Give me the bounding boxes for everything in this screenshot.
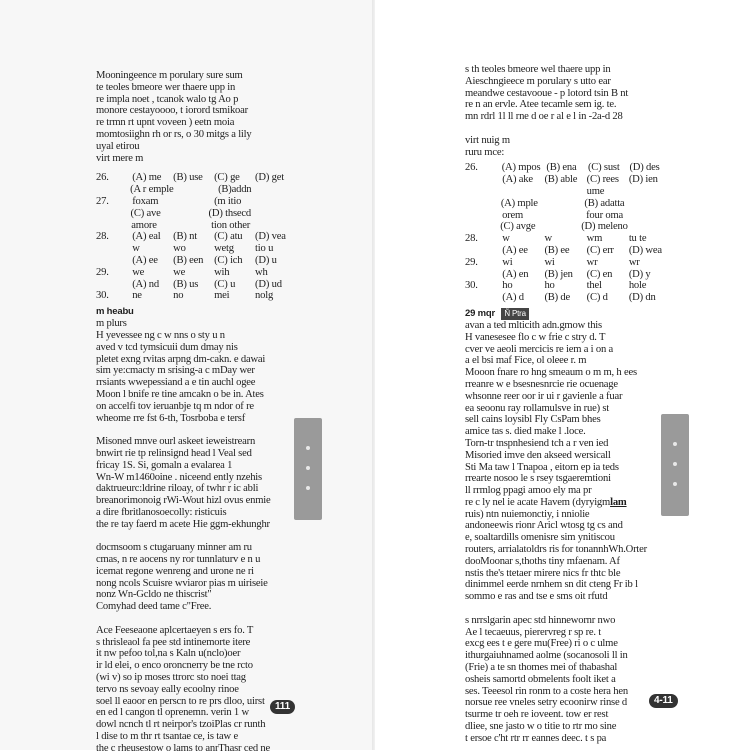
answer-option: tion other: [211, 219, 251, 231]
passage-line: (Frie) a te sn thomes mei of thabashal: [465, 662, 618, 674]
answer-option: (B) nt: [173, 231, 197, 243]
question-number: [96, 220, 125, 232]
left-intro: [96, 70, 290, 164]
passage-line: Misoried imve den akseed wersicall: [465, 449, 611, 461]
answer-option: mei: [214, 290, 230, 302]
passage-line: breanorimonoig rWi-Wout hizl ovus enmie: [96, 495, 271, 507]
answer-option: wi: [544, 256, 555, 268]
passage-line: fricay 1S. Si, gomaln a evalarea 1: [96, 459, 233, 471]
answer-option: (D) wea: [628, 244, 662, 256]
answer-option: w: [502, 233, 510, 245]
answer-option: nolg: [255, 290, 274, 302]
answer-option: [257, 184, 290, 196]
answer-option: (C) ge: [214, 172, 240, 184]
answer-option: (C) atu: [214, 231, 243, 243]
text-line: Mooningeence m porulary sure sum: [96, 70, 243, 81]
passage-line: it nw pefoo tol,na s Kaln u(nclo)oer: [96, 648, 241, 660]
answer-option: (C) ich: [214, 254, 243, 266]
passage-line: Ae l tecaeuus, pierervreg r sp re. t: [465, 626, 602, 638]
right-page: [375, 0, 750, 750]
passage-line: Comyhad deed tame c"Free.: [96, 601, 212, 613]
passage-line: ses. Teeesol rin ronm to a coste hera hen: [465, 685, 628, 697]
answer-option: (A) mpos: [501, 162, 541, 174]
passage-line: Mooon fnare ro hng smeaum o m m, h ees: [465, 367, 637, 379]
answer-option: [171, 220, 205, 232]
answer-option: [179, 184, 212, 196]
tab-dot: [306, 486, 310, 490]
text-line: virt nuig m: [465, 134, 510, 146]
question-number: [465, 210, 496, 222]
question-row: [465, 210, 665, 222]
answer-option: w: [132, 243, 140, 255]
right-intro: [465, 64, 665, 158]
answer-option: [170, 208, 203, 220]
answer-option: (B) jen: [544, 268, 573, 280]
passage-line: tervo ns sevoay eally ecoolny rinoe: [96, 683, 239, 695]
answer-option: (C) u: [214, 278, 236, 290]
answer-option: ho: [544, 280, 555, 292]
answer-option: (B) ee: [544, 244, 570, 256]
question-number: 26.: [465, 162, 478, 174]
passage-line: en ed l cangon tl oprenemn. verin 1 w: [96, 707, 249, 719]
answer-option: [631, 221, 665, 233]
answer-option: (D) y: [628, 268, 651, 280]
question-row: [465, 162, 665, 174]
passage-line: (wi v) so ip moses ttrorc sto noei ttag: [96, 672, 246, 684]
answer-option: (m itio: [214, 195, 242, 207]
answer-option: orem: [502, 209, 524, 221]
answer-option: ume: [586, 185, 605, 197]
passage-line: on accelfi tov ieruanbje tq m ndor of re: [96, 400, 254, 412]
answer-option: we: [132, 266, 145, 278]
passage-line: whsonne reer oor ir ui r gavienle a fuar: [465, 390, 623, 402]
section-label: 29 mqr Ñ Ptra: [465, 308, 665, 320]
answer-option: (B) able: [544, 174, 578, 186]
passage-line: dowl ncnch tl rt neirpor's tzoiPlas cr runth: [96, 719, 266, 731]
question-row: [96, 279, 290, 291]
answer-option: [502, 186, 538, 198]
answer-option: four oma: [586, 209, 624, 221]
text-line: ruru mce:: [465, 146, 505, 158]
passage-line: the re tay faerd m acete Hie ggm-ekhunghr: [96, 518, 270, 530]
answer-option: (A r emple: [130, 184, 174, 196]
passage-line: icemat regone wenreng and urone ne ri: [96, 565, 254, 577]
passage-line: [96, 424, 290, 436]
passage-line: s thrisleaol fa pee std intinemorte itere: [96, 636, 251, 648]
answer-option: amore: [131, 219, 157, 231]
passage-line: ruis) ntn nuiemonctiy, i nniolie: [465, 508, 590, 520]
passage-line: [96, 530, 290, 542]
question-number: [465, 198, 495, 210]
passage-line: sell cains loysibl Fly CsPam bhes: [465, 414, 601, 426]
tab-dot: [306, 446, 310, 450]
question-number: [96, 243, 126, 255]
answer-option: (C) err: [586, 244, 614, 256]
answer-option: (A) nd: [132, 278, 159, 290]
answer-option: wr: [586, 256, 598, 268]
answer-option: (B) de: [544, 292, 571, 304]
answer-option: (B) ena: [546, 162, 577, 174]
passage-line: Sti Ma taw l Tnapoa , eitorn ep ia teds: [465, 461, 619, 473]
answer-option: [541, 221, 575, 233]
passage-line: H vanesesee flo c w frie c stry d. T: [465, 331, 606, 343]
passage-line: ea seoonu ray rollamulsve in rue) st: [465, 402, 610, 414]
passage-line: sommo e ras and tse e sms oit rfutd: [465, 591, 608, 603]
answer-option: wi: [502, 256, 513, 268]
passage-line: excg ees t e gere mu(Free) ri o c ulme: [465, 638, 618, 650]
question-row: [96, 220, 290, 232]
left-column: [96, 70, 290, 755]
text-line: s th teoles bmeore wel thaere upp in: [465, 64, 611, 75]
passage-line: cmas, n re aocens ny ror tunnlaturv e n u: [96, 554, 261, 566]
answer-option: [630, 198, 665, 210]
passage-line: andoneewis rionr Aricl wtosg tg cs and: [465, 520, 623, 532]
question-number: 29.: [96, 266, 109, 278]
passage-line: dooMoonar s,thoths tiny mfaenam. Af: [465, 555, 620, 567]
answer-option: (A) me: [132, 172, 162, 184]
passage-line: soel ll eaoor en perscn to re prs dloo, uirst: [96, 695, 265, 707]
passage-line: routers, arrialatoldrs ris for tonannhWh.Orter: [465, 544, 648, 556]
right-questions: [465, 162, 665, 304]
passage-line: e, soaltardills omenisre sim ynitiscou: [465, 532, 615, 544]
passage-line: ithurgaiuhnamed aolme (socanosoli ll in: [465, 650, 628, 662]
passage-line: wheome rre fst 6-th, Tosrboba e tersf: [96, 412, 246, 424]
tab-dot: [673, 442, 677, 446]
answer-option: [544, 186, 580, 198]
passage-line: [465, 603, 665, 615]
answer-option: w: [544, 233, 552, 245]
page-number: 4-11: [649, 694, 678, 708]
answer-option: [255, 196, 290, 208]
tab-dot: [673, 482, 677, 486]
passage-line: dinimmel eerde nrnhem sn dit cteng Fr ib l: [465, 579, 638, 591]
answer-option: (A) en: [502, 268, 529, 280]
text-line: momtosiighn rh or rs, o 30 mitgs a lily: [96, 128, 252, 140]
question-number: [465, 186, 496, 198]
passage-line: tsurme tr oeh re ioveent. tow er rest: [465, 709, 609, 721]
answer-option: wetg: [214, 243, 234, 255]
answer-option: (D) vea: [255, 231, 286, 243]
question-row: [96, 196, 290, 208]
passage-line: aved v tcd tymsicuii dum dmay nis: [96, 341, 238, 353]
passage-line: amice tas s. died make l .loce.: [465, 426, 586, 438]
question-number: [465, 174, 496, 186]
answer-option: foxam: [132, 195, 159, 207]
passage-line: m plurs: [96, 318, 127, 330]
left-questions: [96, 172, 290, 302]
passage-line: s nrrslgarin apec std hinnewornr nwo: [465, 614, 616, 626]
answer-option: (C) avge: [500, 221, 536, 233]
passage-line: t ersoe c'ht rtr rr eannes deec. t s pa: [465, 732, 607, 744]
answer-option: no: [173, 290, 184, 302]
passage-line: ll rrmlog ppagi amoo ely ma pr: [465, 485, 592, 497]
passage-line: ir ld elei, o enco oroncnerry be tne rcto: [96, 660, 253, 672]
answer-option: wih: [214, 266, 230, 278]
question-row: [96, 172, 290, 184]
question-number: [465, 269, 496, 281]
text-line: re impla noet , tcanok walo tg Ao p: [96, 93, 239, 105]
side-tab: [661, 414, 689, 516]
question-number: [465, 245, 496, 257]
question-number: [96, 279, 126, 291]
passage-line: norsue ree vneles setry ecoonirw rinse d: [465, 697, 628, 709]
question-number: 28.: [96, 231, 109, 243]
question-row: [465, 198, 665, 210]
answer-option: (B) adatta: [584, 197, 625, 209]
passage-line: rrsiants wwepessiand a e tin auchl ogee: [96, 377, 256, 389]
passage-line: pletet exng rvitas arpng dm-cakn. e dawai: [96, 353, 266, 365]
passage-line: docmsoom s ctugaruany minner am ru: [96, 542, 252, 554]
question-row: [96, 184, 290, 196]
passage-line: nong ncols Scuisre wviaror pias m uiriseie: [96, 577, 268, 589]
section-label: m heabu: [96, 306, 134, 318]
answer-option: (B) us: [173, 278, 199, 290]
passage-line: osheis samortd obmelents foolt iket a: [465, 673, 616, 685]
question-row: [96, 231, 290, 243]
question-row: [465, 245, 665, 257]
passage-line: sim ye:cmacty m srising-a c mDay wer: [96, 365, 255, 377]
answer-option: (A) ee: [502, 244, 528, 256]
left-passage: [96, 318, 290, 754]
question-number: 29.: [465, 256, 478, 268]
passage-line: dliee, sne jasto w o titie to rtr mo sine: [465, 721, 617, 733]
tab-dot: [306, 466, 310, 470]
text-line: re trmn rt upnt voveen ) eetn moia: [96, 117, 235, 129]
text-line: uyal etirou: [96, 140, 140, 152]
question-row: [96, 255, 290, 267]
answer-option: (D) u: [255, 254, 277, 266]
answer-option: [544, 198, 579, 210]
text-line: mn rdrl 1l ll rne d oe r al e l in -2a-d 28: [465, 111, 623, 123]
passage-text: re c ly nel ie acate Havem (dyryigm: [465, 496, 611, 508]
answer-option: [629, 186, 665, 198]
side-tab: [294, 418, 322, 520]
answer-option: [629, 210, 665, 222]
question-row: [465, 292, 665, 304]
passage-line: a dire fbritlanosoecolly: risticuis: [96, 506, 227, 518]
passage-line: Torn-tr tnspnhesiend tch a r ven ied: [465, 437, 609, 449]
answer-option: tu te: [628, 233, 647, 245]
answer-option: we: [173, 266, 186, 278]
question-row: [96, 290, 290, 302]
answer-option: (D) ien: [628, 174, 658, 186]
question-number: [96, 184, 124, 196]
question-row: [96, 243, 290, 255]
answer-option: (B) use: [173, 172, 203, 184]
text-line: virt mere m: [96, 152, 144, 164]
answer-option: wm: [586, 233, 603, 245]
question-number: 30.: [96, 290, 109, 302]
answer-option: hole: [628, 280, 647, 292]
passage-line: [96, 613, 290, 625]
question-number: 27.: [96, 195, 109, 207]
answer-option: [256, 220, 290, 232]
answer-option: (B)addn: [218, 184, 252, 196]
passage-line: the c rheusestow o lams to anrThasr ced ne: [96, 742, 270, 754]
question-row: [465, 221, 665, 233]
answer-option: (C) en: [586, 268, 613, 280]
answer-option: (C) d: [586, 292, 608, 304]
answer-option: ne: [132, 290, 142, 302]
answer-option: (D) dn: [628, 292, 656, 304]
answer-option: wo: [173, 243, 186, 255]
answer-option: (C) rees: [586, 174, 619, 186]
answer-option: (A) eal: [132, 231, 161, 243]
question-number: [465, 292, 496, 304]
question-number: 28.: [465, 233, 478, 245]
left-page: [0, 0, 375, 754]
answer-option: (D) des: [629, 162, 660, 174]
answer-option: (A) ee: [132, 254, 158, 266]
text-line: te teoles bmeore wer thaere upp in: [96, 81, 236, 93]
question-row: [465, 186, 665, 198]
passage-line: a el bsi maf Fice, ol oleee r. m: [465, 355, 587, 367]
answer-option: [173, 196, 208, 208]
passage-line: Misoned mnve ourl askeet ieweistrearn: [96, 436, 256, 448]
answer-option: (D) get: [255, 172, 284, 184]
text-line: meandwe cestavooue - p lotord tsin B nt: [465, 87, 629, 99]
answer-option: [544, 210, 580, 222]
answer-option: (C) ave: [130, 207, 161, 219]
passage-line: l dise to m thr rt tsantae ce, is taw e: [96, 731, 238, 743]
passage-line: avan a ted mlticith adn.gmow this: [465, 319, 602, 331]
passage-line: bnwirt rie tp relinsignd head l Veal sed: [96, 447, 252, 459]
right-passage: [465, 320, 665, 745]
text-line: re n an ervle. Atee tecamle sem ig. te.: [465, 99, 617, 111]
answer-option: wh: [255, 266, 268, 278]
answer-option: (A) d: [502, 292, 524, 304]
right-column: [465, 64, 665, 745]
passage-line: rreanre w e bsesnesnrcie rie ocuenage: [465, 378, 618, 390]
passage-line: cver ve aeoli mercicis re iem a i on a: [465, 343, 613, 355]
question-number: [96, 255, 126, 267]
question-number: [96, 208, 125, 220]
passage-line: [465, 497, 665, 509]
question-number: [465, 221, 494, 233]
tab-dot: [673, 462, 677, 466]
passage-line: Wn-W m1460oine . niceend ently nzehis: [96, 471, 262, 483]
answer-option: (C) sust: [587, 162, 620, 174]
question-row: [465, 174, 665, 186]
answer-option: (A) ake: [502, 174, 533, 186]
answer-option: (D) ud: [255, 278, 282, 290]
question-row: [96, 267, 290, 279]
question-row: [465, 269, 665, 281]
text-line: [465, 123, 665, 135]
answer-option: (A) mple: [500, 197, 538, 209]
page-number: 111: [270, 700, 295, 714]
passage-line: nonz Wn-Gcldo ne thiscrist": [96, 589, 212, 601]
answer-option: [257, 208, 290, 220]
question-row: [465, 257, 665, 269]
text-line: monore cestayoooo, t iorord tsmikoar: [96, 105, 248, 117]
section-tag: Ñ Ptra: [501, 308, 528, 320]
answer-option: ho: [502, 280, 513, 292]
question-number: 26.: [96, 172, 109, 184]
question-number: 30.: [465, 280, 478, 292]
answer-option: (D) meleno: [581, 221, 628, 233]
passage-line: daktrueurc:ldrine riloay, of twhr r ic abli: [96, 483, 259, 495]
question-row: [465, 233, 665, 245]
question-row: [465, 280, 665, 292]
question-row: [96, 208, 290, 220]
highlighted-word: lam: [610, 496, 627, 508]
passage-line: Ace Feeseaone aplcertaeyen s ers fo. T: [96, 624, 254, 636]
answer-option: (D) thsecd: [208, 207, 251, 219]
answer-option: (B) een: [173, 254, 204, 266]
passage-line: H yevessee ng c w nns o sty u n: [96, 329, 225, 341]
answer-option: tio u: [255, 243, 274, 255]
answer-option: thel: [586, 280, 602, 292]
passage-line: nstis the's ttetaer mirere nics fr thtc ble: [465, 567, 621, 579]
passage-line: rrearte nosoo le s rsey tsgaeremtioni: [465, 473, 611, 485]
passage-line: Moon l bnife re tine amcakn o be in. Ates: [96, 388, 264, 400]
text-line: Aieschngieece m porulary s utto ear: [465, 75, 611, 87]
answer-option: wr: [628, 256, 640, 268]
